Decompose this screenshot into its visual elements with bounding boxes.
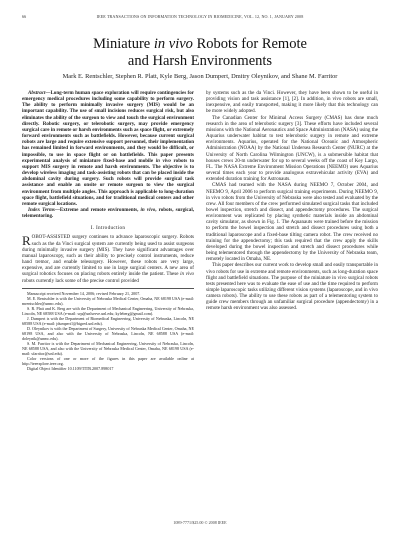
footnote-color-versions: Color versions of one or more of the figures in this paper are available online at http://ieeexplore.ieee.org. <box>22 355 194 366</box>
abstract-italic: in vivo <box>155 157 171 164</box>
drop-cap: R <box>22 233 31 249</box>
intro-caps: OBOT-ASSISTED <box>31 234 71 241</box>
paper-title <box>30 36 370 69</box>
left-column <box>22 90 194 371</box>
intro-text2: robots currently lack some of the precise control provided <box>22 277 139 284</box>
paragraph-cmas: The Canadian Center for Minimal Access Surgery (CMAS) has done much research in the area of telerobotic surgery [3]. These efforts have included several missions with the National Aeronautics and Space Administration (NASA) using the Aquarius underwater habitat to test telerobotic surgery in remote and extreme environments. Aquarius, operated for the National Oceanic and Atmospheric Administration (NOAA) by the National Undersea Research Center (NURC) at the University of North Carolina Wilmington (UNCW), is a submersible habitat that houses crews 20-m underwater for up to several weeks off the coast of Key Largo, FL. The NASA Extreme Environment Mission Operations (NEEMO) uses Aquarius several times each year to provide analogous extravehicular activity (EVA) and extended duration training for Astronauts. <box>206 114 378 183</box>
footnote-received: Manuscript received November 14, 2006; revised February 21, 2007. <box>27 290 141 296</box>
footnote-rentschler: M. E. Rentschler is with the University of Nebraska Medical Center, Omaha, NE 68198 USA (e-mail: mrentschler@unmc.edu). <box>22 295 194 306</box>
title-italic: in vivo <box>153 36 193 52</box>
footnotes <box>22 288 194 371</box>
paragraph-neemo: CMAS had teamed with the NASA during NEEMO 7, October 2004, and NEEMO 9, April 2006 to perform surgical training experiments. During NEEMO 9, in vivo robots from the University of Nebraska were also tested and evaluated by the crew. All four members of the crew performed simulated surgical tasks that included bowel inspection, stretch and dissect, and appendectomy procedures. The surgical environment was replicated by placing synthetic materials inside an abdominal cavity simulator, as shown in Fig. 1. The Aquanauts were trained before the mission to perform the bowel inspection and stretch and dissect procedures using both a traditional laparoscope and a fixed-base tilting camera robot. The crew received no training for the appendectomy; this task required that the crew apply the skills developed during the bowel inspection and stretch and dissect procedures while being telementored through the appendectomy by the University of Nebraska team, remotely located in Omaha, NE. <box>206 182 378 263</box>
footnote-dumpert: J. Dumpert is with the Department of Biomedical Engineering, University of Nebraska, Lincoln, NE 68588 USA (e-mail: jdumpert1@bigred.unl.edu). <box>22 315 194 326</box>
paragraph-paper-purpose: This paper describes our current work to develop small and easily transportable in vivo robots for use in extreme and remote environments, such as long-duration space flight and battlefield situations. The purpose of the miniature in vivo surgical robots tests presented here was to evaluate the ease of use and the time required to perform simple laparoscopic tasks utilizing different vision systems (laparoscope, and in vivo camera robots). The ability to use these robots as part of a telementoring system to guide crew members through an unfamiliar surgical procedure (appendectomy) in a remote harsh environment was also assessed. <box>206 262 378 312</box>
right-column <box>206 90 378 312</box>
index-terms-text2: , robots, surgical, telementoring. <box>22 206 194 220</box>
copyright-footer: 1089-7771/$25.00 © 2008 IEEE <box>173 520 227 525</box>
index-terms-label: Index Terms <box>28 206 55 213</box>
title-part2: Robots for Remote <box>196 36 307 52</box>
index-terms <box>22 207 194 219</box>
section-heading-introduction: I. Introduction <box>90 225 126 232</box>
footnote-oleynikov: D. Oleynikov is with the Department of Surgery, University of Nebraska Medical Center, Omaha, NE 68198 USA, and also with the University of Nebraska, Lincoln, NE 68588 USA (e-mail: doleynik@unmc.edu). <box>22 325 194 341</box>
journal-name: IEEE TRANSACTIONS ON INFORMATION TECHNOLOGY IN BIOMEDICINE, VOL. 12, NO. 1, JANUARY 2008 <box>96 14 304 19</box>
abstract-label: Abstract <box>28 90 46 96</box>
index-terms-italic: in vivo <box>140 206 156 213</box>
intro-italic: in vivo <box>180 271 194 278</box>
page-number: 66 <box>22 14 27 19</box>
running-head <box>22 14 378 22</box>
author-list: Mark E. Rentschler, Stephen R. Platt, Kyle Berg, Jason Dumpert, Dmitry Oleynikov, and Shane M. Farritor <box>62 73 338 80</box>
index-terms-text: —Extreme and remote environments, <box>54 206 139 213</box>
intro-text: surgery continues to advance laparoscopic surgery. Robots such as the da Vinci surgical system are currently being used to assist surgeons during minimally invasive surgery (MIS). They have significant advantages over manual laparoscopy, such as their ability to precisely control instruments, reduce hand tremor, and enable telesurgery. However, these robots are very large, expensive, and are currently limited to use in large surgical centers. A new area of surgical robotics focuses on placing robots entirely inside the patient. These <box>22 234 194 278</box>
abstract-text: —Long-term human space exploration will require contingencies for emergency medical procedures including some capability to perform surgery. The ability to perform minimally invasive surgery (MIS) would be an important capability. The use of small incisions reduces surgical risk, but also eliminates the ability of the surgeon to view and touch the surgical environment directly. Robotic surgery, or telerobotic surgery, may provide emergency surgical care in remote or harsh environments such as space flight, or extremely forward environments such as battlefields. However, because current surgical robots are large and require extensive support personnel, their implementation has remained limited in forward environments, and they would be difficult, or impossible, to use in space flight or on battlefields. This paper presents experimental analysis of miniature fixed-base and mobile <box>22 90 194 164</box>
footnote-platt-berg: S. R. Platt and K. Berg are with the Department of Mechanical Engineering, University of Nebraska, Lincoln, NE 68588 USA (e-mail: srp@unlserve.unl.edu; kyleberg@gmail.com). <box>22 305 194 316</box>
footnote-farritor: S. M. Farritor is with the Department of Mechanical Engineering, University of Nebraska, Lincoln, NE 68588 USA, and also with the University of Nebraska Medical Center, Omaha, NE 68198 USA (e-mail: sfarritor@unl.edu). <box>22 340 194 356</box>
footnote-doi: Digital Object Identifier 10.1109/TITB.2007.898017 <box>27 365 114 371</box>
abstract <box>22 90 194 207</box>
intro-paragraph <box>22 234 194 283</box>
paragraph-vision-assistance: by systems such as the da Vinci. However, they have been shown to be useful in providing vision and task assistance [1], [2]. In addition, in vivo robots are small, inexpensive, and easily transported, making it more likely that this technology can be more widely adopted. <box>206 90 378 115</box>
abstract-text2: robots to support MIS surgery in remote and harsh environments. The objective is to develop wireless imaging and task-assisting robots that can be placed inside the abdominal cavity during surgery. Such robots will provide surgical task assistance and enable an onsite or remote surgeon to view the surgical environment from multiple angles. This approach is applicable to long-duration space flight, battlefield situations, and for traditional medical centers and other remote surgical locations. <box>22 157 194 207</box>
title-line2: and Harsh Environments <box>127 52 273 69</box>
title-part1: Miniature <box>93 36 151 52</box>
